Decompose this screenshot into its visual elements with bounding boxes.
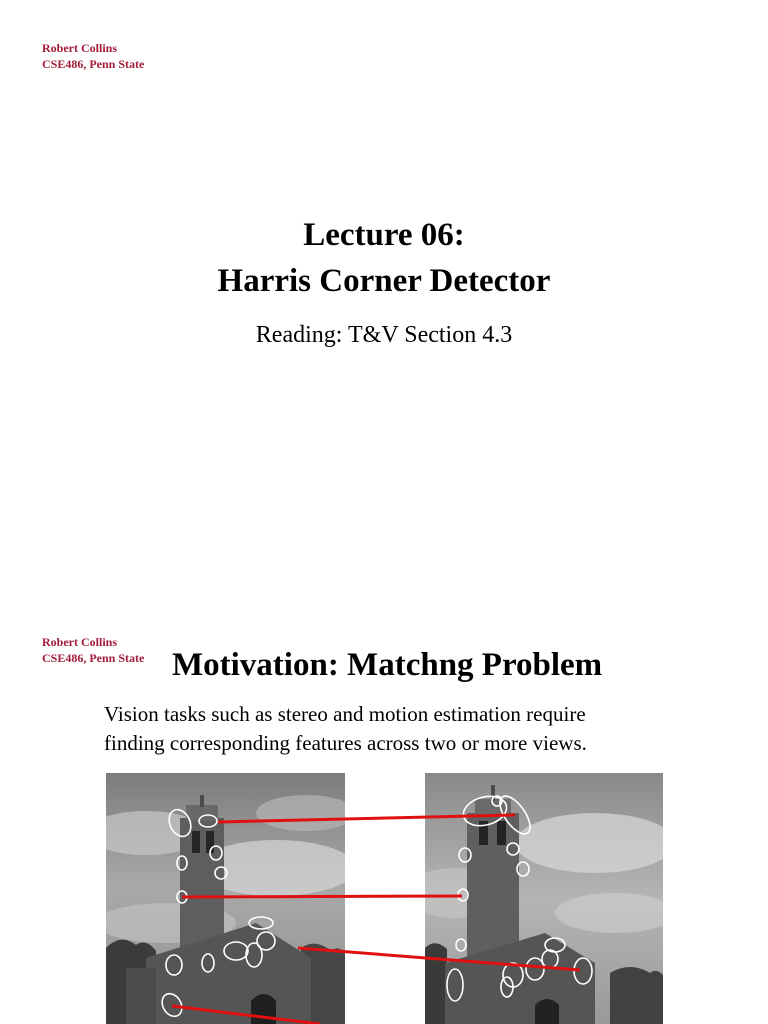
match-line-2 <box>182 896 462 897</box>
slide-title: Motivation: Matchng Problem <box>172 647 603 683</box>
body-line-2: finding corresponding features across two or more views. <box>104 731 587 755</box>
author-name: Robert Collins <box>42 41 117 55</box>
match-line-3 <box>298 948 580 970</box>
lecture-title-line2: Harris Corner Detector <box>217 263 551 299</box>
match-line-4 <box>172 1006 320 1024</box>
course-name: CSE486, Penn State <box>42 651 145 665</box>
course-name: CSE486, Penn State <box>42 57 145 71</box>
lecture-title-line1: Lecture 06: <box>303 217 465 253</box>
reading-assignment: Reading: T&V Section 4.3 <box>255 322 513 348</box>
author-name: Robert Collins <box>42 635 117 649</box>
match-line-1 <box>218 815 515 822</box>
body-line-1: Vision tasks such as stereo and motion estimation require <box>104 702 586 726</box>
